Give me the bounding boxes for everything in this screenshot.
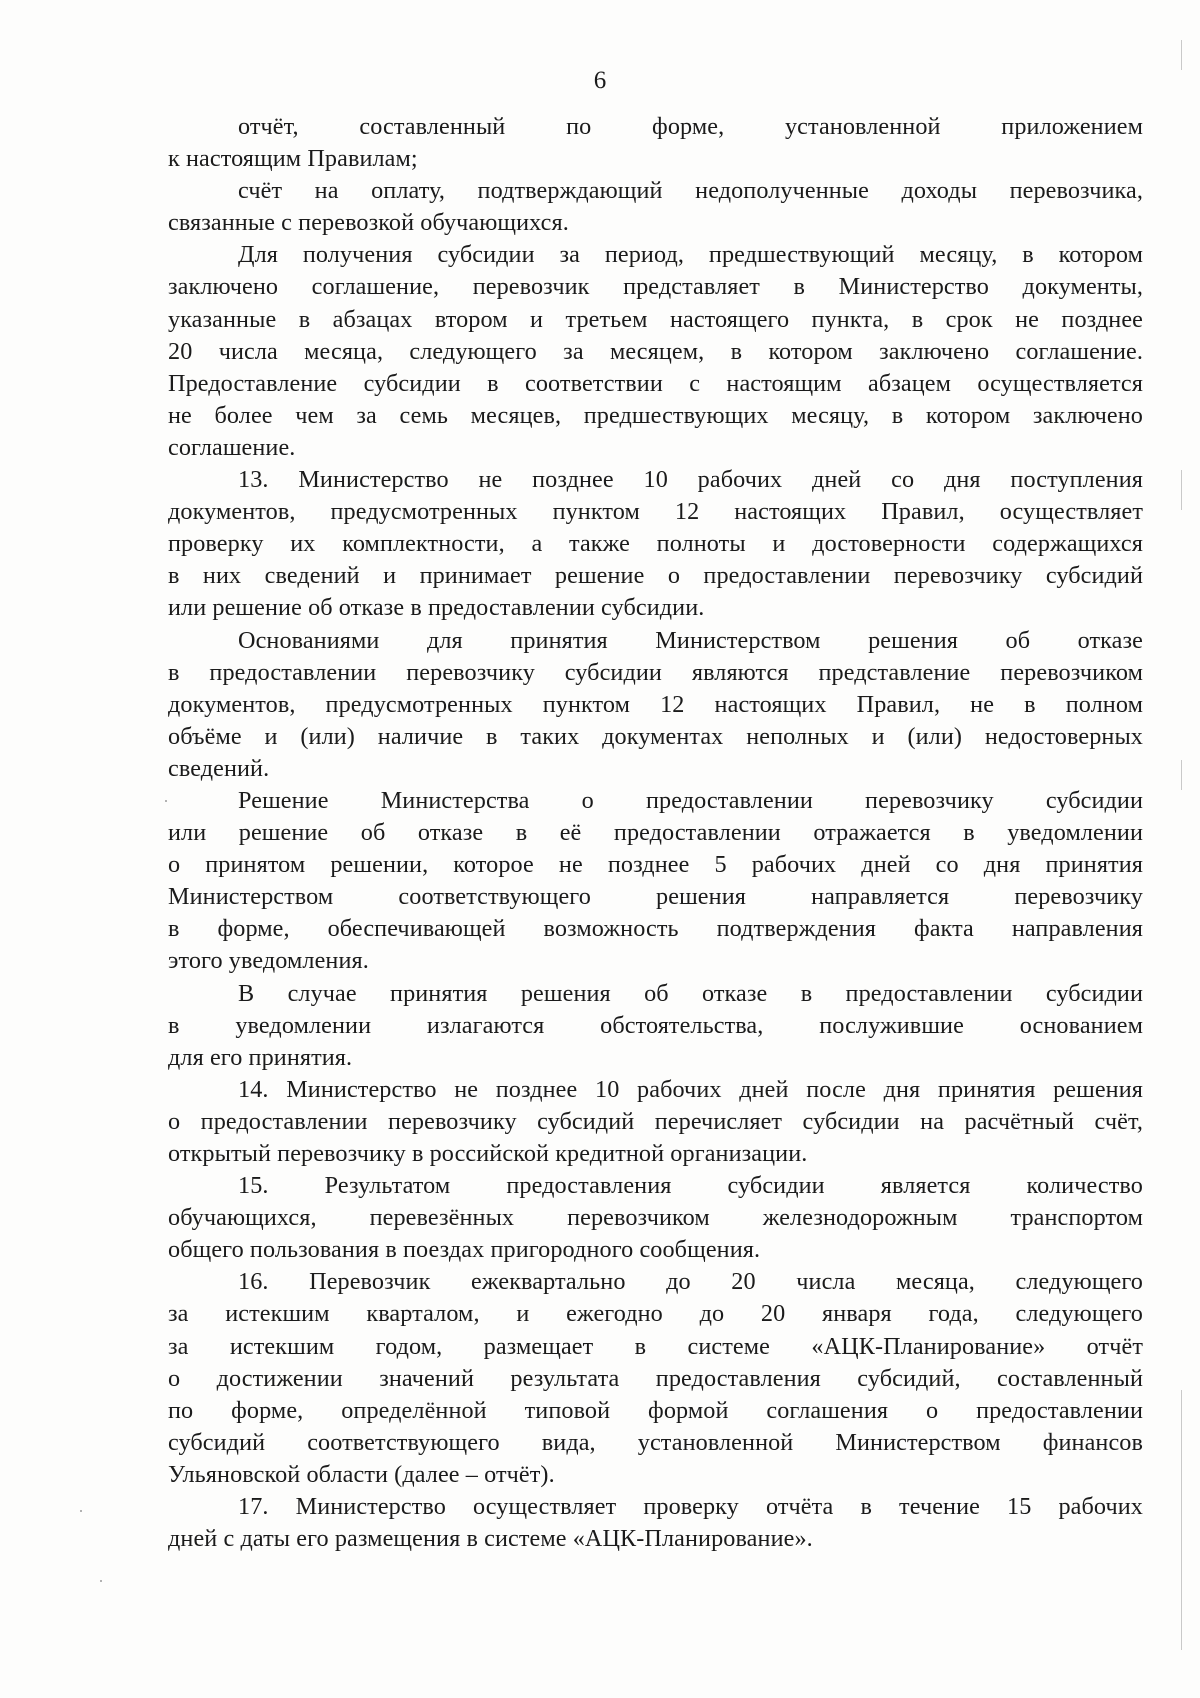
text-line: В случае принятия решения об отказе в предоставлении субсидии bbox=[238, 979, 1143, 1007]
text-line: сведений. bbox=[168, 754, 270, 782]
text-line: документов, предусмотренных пунктом 12 настоящих Правил, осуществляет bbox=[168, 498, 1143, 526]
paragraph-invoice bbox=[168, 175, 1143, 239]
text-line: проверку их комплектности, а также полноты и достоверности содержащихся bbox=[168, 530, 1143, 558]
text-line: за истекшим годом, размещает в системе «АЦК-Планирование» отчёт bbox=[168, 1332, 1143, 1360]
text-line: в предоставлении перевозчику субсидии являются представление перевозчиком bbox=[168, 658, 1143, 686]
scan-edge-mark bbox=[1181, 40, 1182, 70]
document-body bbox=[168, 111, 1143, 1555]
text-line: 13. Министерство не позднее 10 рабочих дней со дня поступления bbox=[238, 466, 1143, 494]
paragraph-item-17 bbox=[168, 1491, 1143, 1555]
text-line: 16. Перевозчик ежеквартально до 20 числа месяца, следующего bbox=[238, 1268, 1143, 1296]
scan-speck bbox=[80, 1510, 82, 1512]
text-line: общего пользования в поездах пригородного сообщения. bbox=[168, 1236, 761, 1264]
text-line: о достижении значений результата предоставления субсидий, составленный bbox=[168, 1364, 1143, 1392]
text-line: за истекшим кварталом, и ежегодно до 20 января года, следующего bbox=[168, 1300, 1143, 1328]
text-line: дней с даты его размещения в системе «АЦК-Планирование». bbox=[168, 1525, 813, 1553]
text-line: Ульяновской области (далее – отчёт). bbox=[168, 1460, 555, 1488]
scan-edge-mark bbox=[1181, 1390, 1182, 1650]
paragraph-prior-period bbox=[168, 239, 1143, 464]
text-line: этого уведомления. bbox=[168, 947, 369, 975]
text-line: связанные с перевозкой обучающихся. bbox=[168, 209, 569, 237]
text-line: Основаниями для принятия Министерством решения об отказе bbox=[238, 626, 1143, 654]
scan-edge-mark bbox=[1181, 470, 1182, 510]
paragraph-decision-notice bbox=[168, 785, 1143, 978]
text-line: документов, предусмотренных пунктом 12 настоящих Правил, не в полном bbox=[168, 690, 1143, 718]
text-line: заключено соглашение, перевозчик представляет в Министерство документы, bbox=[168, 273, 1143, 301]
text-line: отчёт, составленный по форме, установленной приложением bbox=[238, 113, 1143, 140]
scan-speck bbox=[165, 800, 167, 802]
text-line: в форме, обеспечивающей возможность подтверждения факта направления bbox=[168, 915, 1143, 943]
text-line: обучающихся, перевезённых перевозчиком железнодорожным транспортом bbox=[168, 1204, 1143, 1232]
paragraph-item-16 bbox=[168, 1266, 1143, 1491]
text-line: в уведомлении излагаются обстоятельства, послужившие основанием bbox=[168, 1011, 1143, 1039]
text-line: к настоящим Правилам; bbox=[168, 145, 418, 173]
text-line: по форме, определённой типовой формой соглашения о предоставлении bbox=[168, 1396, 1143, 1424]
paragraph-refusal-circumstances bbox=[168, 978, 1143, 1074]
text-line: счёт на оплату, подтверждающий недополученные доходы перевозчика, bbox=[238, 177, 1143, 205]
text-line: объёме и (или) наличие в таких документах неполных и (или) недостоверных bbox=[168, 722, 1143, 750]
paragraph-report-form bbox=[168, 111, 1143, 175]
text-line: открытый перевозчику в российской кредитной организации. bbox=[168, 1140, 808, 1167]
text-line: 20 числа месяца, следующего за месяцем, в котором заключено соглашение. bbox=[168, 337, 1143, 365]
text-line: не более чем за семь месяцев, предшествующих месяцу, в котором заключено bbox=[168, 401, 1143, 429]
text-line: Для получения субсидии за период, предшествующий месяцу, в котором bbox=[238, 241, 1143, 269]
text-line: или решение об отказе в её предоставлении отражается в уведомлении bbox=[168, 819, 1143, 847]
text-line: Решение Министерства о предоставлении перевозчику субсидии bbox=[238, 786, 1143, 814]
text-line: 17. Министерство осуществляет проверку отчёта в течение 15 рабочих bbox=[238, 1493, 1143, 1521]
page-number: 6 bbox=[593, 67, 607, 94]
text-line: Предоставление субсидии в соответствии с настоящим абзацем осуществляется bbox=[168, 369, 1143, 397]
scan-edge-mark bbox=[1181, 760, 1182, 790]
text-line: о предоставлении перевозчику субсидий перечисляет субсидии на расчётный счёт, bbox=[168, 1107, 1143, 1135]
text-line: 15. Результатом предоставления субсидии является количество bbox=[238, 1172, 1143, 1200]
text-line: в них сведений и принимает решение о предоставлении перевозчику субсидий bbox=[168, 562, 1143, 590]
text-line: для его принятия. bbox=[168, 1043, 353, 1071]
text-line: соглашение. bbox=[168, 433, 296, 461]
text-line: субсидий соответствующего вида, установленной Министерством финансов bbox=[168, 1428, 1143, 1456]
text-line: 14. Министерство не позднее 10 рабочих дней после дня принятия решения bbox=[238, 1075, 1143, 1103]
scan-speck bbox=[100, 1580, 102, 1582]
text-line: указанные в абзацах втором и третьем настоящего пункта, в срок не позднее bbox=[168, 305, 1143, 333]
text-line: о принятом решении, которое не позднее 5 рабочих дней со дня принятия bbox=[168, 851, 1143, 879]
paragraph-item-14 bbox=[168, 1074, 1143, 1170]
paragraph-refusal-grounds bbox=[168, 625, 1143, 785]
text-line: Министерством соответствующего решения направляется перевозчику bbox=[168, 883, 1143, 911]
text-line: или решение об отказе в предоставлении субсидии. bbox=[168, 594, 705, 622]
paragraph-item-15 bbox=[168, 1170, 1143, 1266]
paragraph-item-13 bbox=[168, 464, 1143, 624]
